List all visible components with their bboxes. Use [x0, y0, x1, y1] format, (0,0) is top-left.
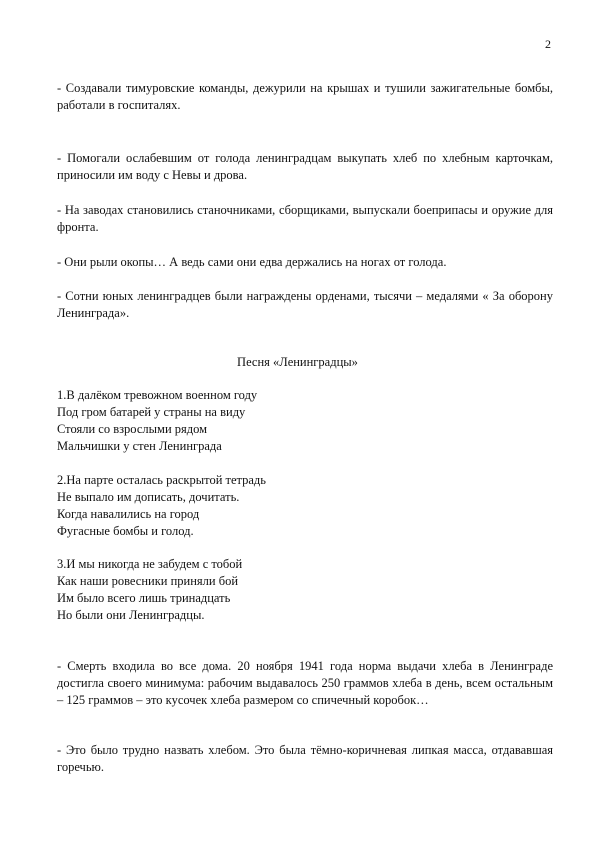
song-title: Песня «Ленинградцы» [237, 355, 358, 369]
verse-line: Мальчишки у стен Ленинграда [57, 439, 222, 453]
verse-line: Им было всего лишь тринадцать [57, 591, 231, 605]
verse-line: Когда навалились на город [57, 507, 200, 521]
paragraph-timur-teams: - Создавали тимуровские команды, дежурили на крышах и тушили зажигательные бомбы, работали в госпиталях. [57, 81, 553, 112]
paragraph-factory-work: - На заводах становились станочниками, сборщиками, выпускали боеприпасы и оружие для фронта. [57, 203, 553, 234]
verse-line: 2.На парте осталась раскрытой тетрадь [57, 473, 266, 487]
paragraph-awards: - Сотни юных ленинградцев были награждены орденами, тысячи – медалями « За оборону Ленинграда». [57, 289, 553, 320]
page-number: 2 [545, 37, 551, 51]
verse-line: Стояли со взрослыми рядом [57, 422, 208, 436]
paragraph-trenches: - Они рыли окопы… А ведь сами они едва держались на ногах от голода. [57, 255, 447, 269]
verse-line: Не выпало им дописать, дочитать. [57, 490, 240, 504]
verse-line: Под гром батарей у страны на виду [57, 405, 246, 419]
song-verse-1 [57, 387, 553, 455]
verse-line: 3.И мы никогда не забудем с тобой [57, 557, 243, 571]
song-verse-3 [57, 556, 553, 624]
verse-line: Фугасные бомбы и голод. [57, 524, 194, 538]
paragraph-bread-quality: - Это было трудно назвать хлебом. Это была тёмно-коричневая липкая масса, отдававшая горечью. [57, 743, 553, 774]
paragraph-bread-ration: - Смерть входила во все дома. 20 ноября 1941 года норма выдачи хлеба в Ленинграде достигла своего минимума: рабочим выдавалось 250 граммов хлеба в день, всем остальным – 125 граммов – это кусочек хлеба размером со спичечный коробок… [57, 659, 553, 707]
verse-line: Но были они Ленинградцы. [57, 608, 205, 622]
paragraph-helping-citizens: - Помогали ослабевшим от голода ленинградцам выкупать хлеб по хлебным карточкам, приносили им воду с Невы и дрова. [57, 151, 553, 182]
song-verse-2 [57, 472, 553, 540]
verse-line: Как наши ровесники приняли бой [57, 574, 239, 588]
verse-line: 1.В далёком тревожном военном году [57, 388, 258, 402]
